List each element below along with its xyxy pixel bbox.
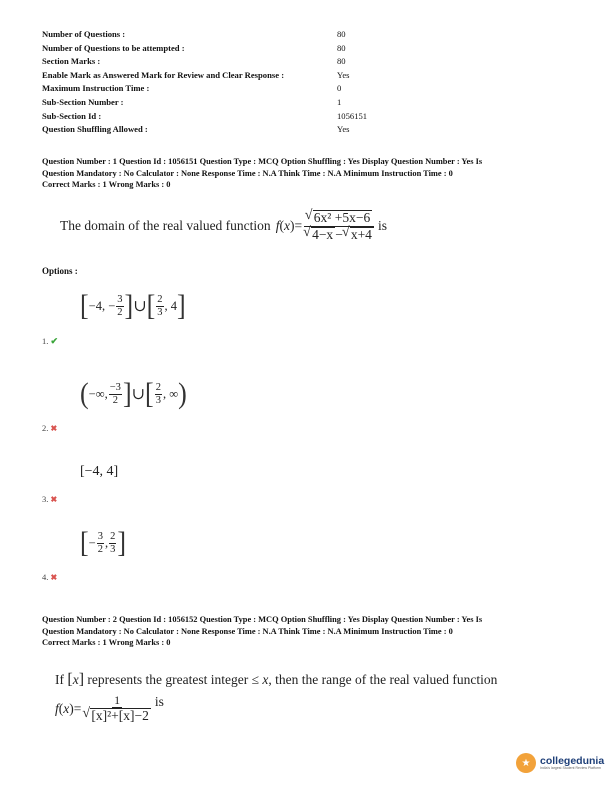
option-text: [−4, 4]	[80, 464, 119, 479]
wrong-cross-icon: ✖	[50, 424, 58, 433]
meta-label: Question Shuffling Allowed :	[42, 124, 148, 135]
option-text: −∞,	[88, 386, 108, 401]
question-2-header	[42, 614, 582, 649]
wrong-cross-icon: ✖	[50, 573, 58, 582]
question-marks-line: Correct Marks : 1 Wrong Marks : 0	[42, 180, 171, 190]
option-3-content[interactable]	[80, 464, 118, 480]
question-1-stem: The domain of the real valued function f ( x )= √ 6x² +5x−6 √ 4−x −√ x+4 is	[60, 210, 387, 243]
meta-row	[42, 110, 382, 124]
options-label: Options :	[42, 266, 78, 276]
meta-row	[42, 123, 382, 137]
meta-label: Number of Questions :	[42, 29, 126, 39]
function-fraction: √ 6x² +5x−6 √ 4−x −√ x+4	[302, 210, 376, 243]
question-2-function: f ( x )= 1 √ [x]²+[x]−2 is	[55, 694, 164, 724]
option-3-marker: 3. ✖	[42, 494, 58, 504]
collegedunia-logo	[516, 753, 604, 773]
stem-text: The domain of the real valued function	[60, 218, 271, 234]
option-2-marker: 2. ✖	[42, 423, 58, 433]
meta-value: 1	[337, 96, 342, 107]
meta-label: Sub-Section Number :	[42, 96, 124, 107]
variable: x	[283, 218, 290, 234]
meta-value: Yes	[337, 69, 350, 80]
meta-row	[42, 82, 382, 96]
func-symbol: f	[275, 218, 280, 234]
question-info-line: Question Number : 1 Question Id : 1056151 Question Type : MCQ Option Shuffling : Yes Display Question Number : Yes Is	[42, 157, 483, 166]
question-marks-line: Correct Marks : 1 Wrong Marks : 0	[42, 638, 171, 648]
meta-row	[42, 42, 382, 56]
meta-value: 80	[337, 29, 346, 39]
option-text: −	[88, 535, 96, 550]
stem-suffix: is	[377, 218, 387, 234]
meta-row	[42, 96, 382, 110]
section-metadata	[42, 28, 382, 137]
logo-name: collegedunia	[540, 754, 605, 767]
wrong-cross-icon: ✖	[50, 495, 58, 504]
meta-row	[42, 69, 382, 83]
option-text: −4, −	[88, 298, 116, 313]
meta-row	[42, 28, 382, 42]
option-1-content[interactable]: [ −4, − $\frac{3}{2}$ ] ∪ [ $\frac{2}{3}$ , 4 ]	[80, 288, 186, 323]
meta-value: 80	[337, 42, 346, 53]
question-2-stem: If [x] represents the greatest integer ≤ x, then the range of the real valued function	[55, 671, 498, 688]
union-symbol: ∪	[131, 386, 146, 403]
meta-label: Section Marks :	[42, 56, 101, 67]
question-info-line: Question Mandatory : No Calculator : None Response Time : N.A Think Time : N.A Minimum Instruction Time : 0	[42, 168, 453, 178]
option-text: , ∞	[162, 386, 179, 401]
logo-tagline: India's largest Student Review Platform	[540, 766, 601, 771]
meta-label: Sub-Section Id :	[42, 110, 102, 121]
union-symbol: ∪	[133, 298, 147, 315]
question-info-line: Question Mandatory : No Calculator : None Response Time : N.A Think Time : N.A Minimum Instruction Time : 0	[42, 626, 453, 636]
option-4-marker: 4. ✖	[42, 572, 58, 582]
meta-value: 1056151	[337, 110, 368, 121]
option-text: , 4	[164, 298, 178, 313]
meta-value: 0	[337, 83, 342, 94]
meta-row	[42, 55, 382, 69]
question-1-header	[42, 156, 582, 191]
meta-label: Maximum Instruction Time :	[42, 83, 150, 94]
option-1-marker: 1. ✔	[42, 336, 59, 346]
meta-label: Number of Questions to be attempted :	[42, 42, 185, 53]
meta-label: Enable Mark as Answered Mark for Review and Clear Response :	[42, 69, 285, 80]
question-info-line: Question Number : 2 Question Id : 1056152 Question Type : MCQ Option Shuffling : Yes Display Question Number : Yes Is	[42, 615, 483, 624]
function-fraction: 1 √ [x]²+[x]−2	[81, 694, 153, 724]
graduate-icon: ★	[516, 753, 536, 773]
option-4-content[interactable]: [ − $\frac{3}{2}$ , $\frac{2}{3}$ ]	[80, 525, 127, 560]
denominator-term: √ x+4	[350, 227, 374, 243]
numerator: √ 6x² +5x−6	[313, 210, 372, 226]
meta-value: 80	[337, 56, 346, 67]
option-2-content[interactable]: ( −∞, $\frac{-3}{2}$ ] ∪ [ $\frac{2}{3}$ , ∞ )	[80, 376, 187, 411]
correct-check-icon: ✔	[50, 336, 59, 346]
denominator-term: √ 4−x	[311, 227, 335, 243]
meta-value: Yes	[337, 124, 350, 135]
